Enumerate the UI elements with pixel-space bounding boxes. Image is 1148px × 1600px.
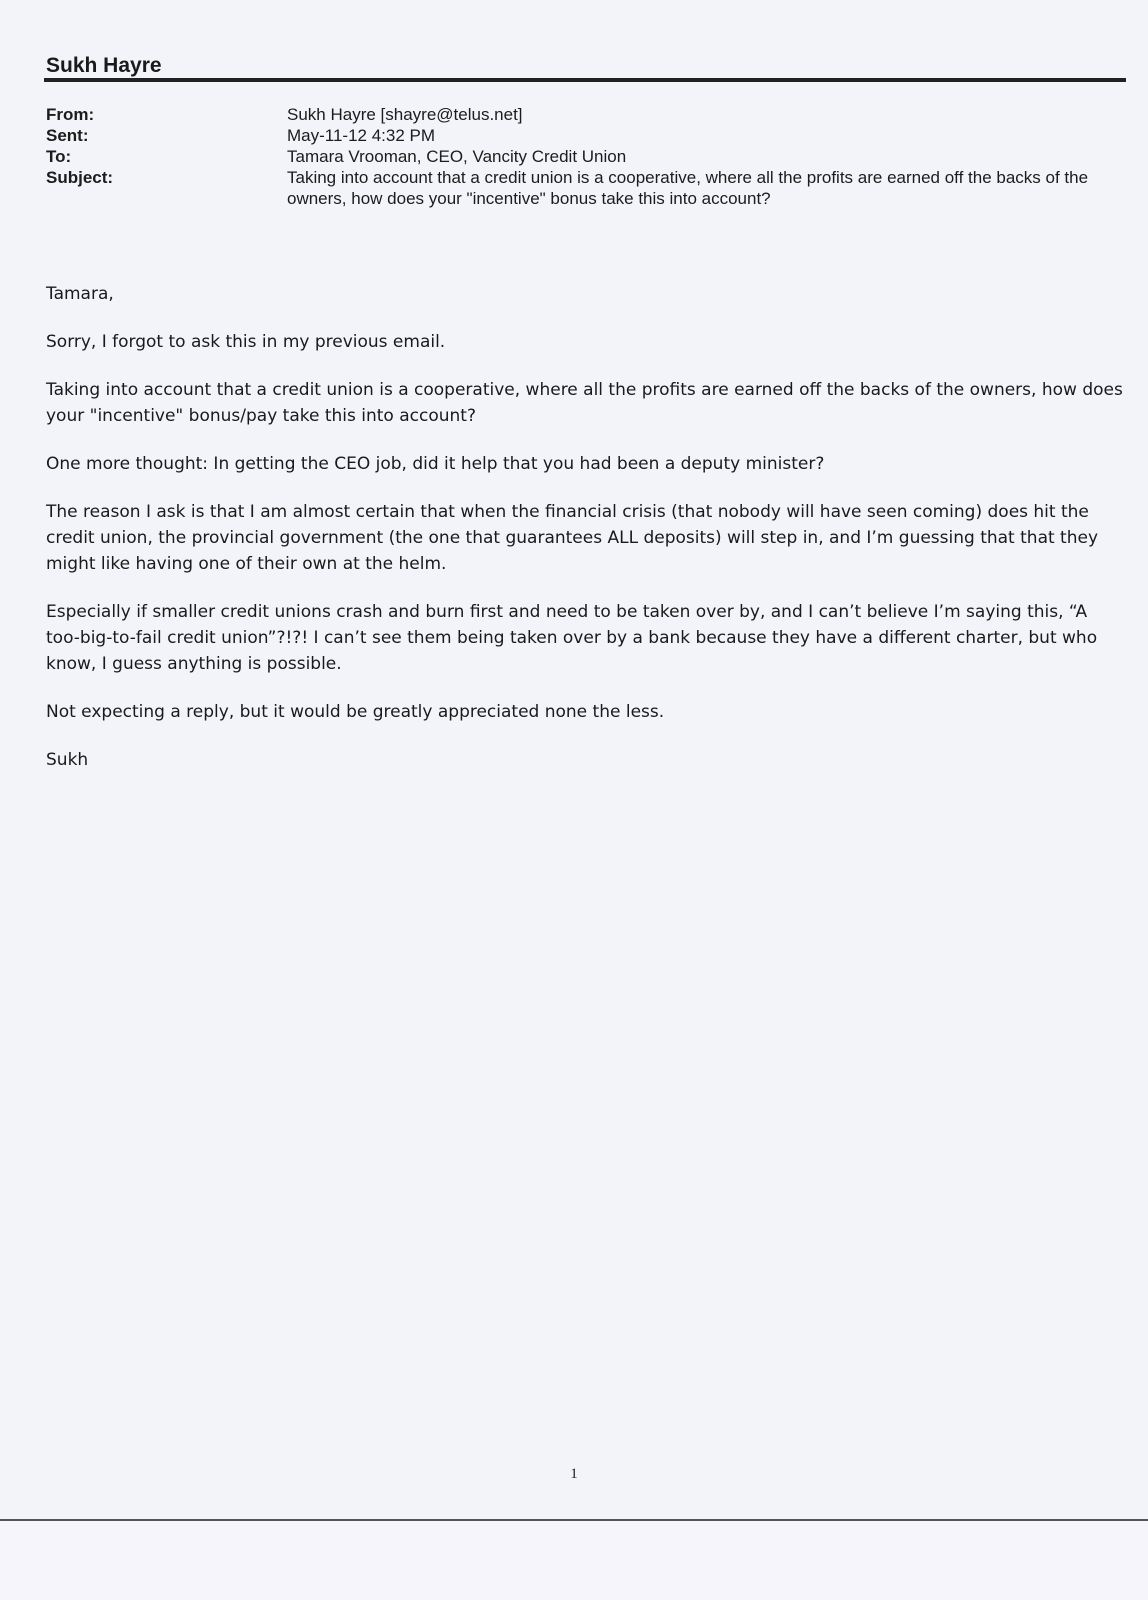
subject-value: Taking into account that a credit union is a cooperative, where all the profits are earned off the backs of the owners, how does your "incentive" bonus take this into account?: [287, 168, 1089, 208]
to-label: To:: [46, 147, 72, 166]
body-paragraph: Especially if smaller credit unions crash and burn first and need to be taken over by, and I can’t believe I’m saying this, “A too-big-to-fail credit union”?!?! I can’t see them being taken over by a bank because they have a different charter, but who know, I guess anything is possible.: [46, 602, 1098, 674]
email-body: [46, 281, 1126, 795]
body-paragraph: Not expecting a reply, but it would be greatly appreciated none the less.: [46, 702, 665, 722]
sent-label: Sent:: [46, 126, 89, 145]
signature: Sukh: [46, 750, 89, 770]
sent-value: May-11-12 4:32 PM: [287, 126, 436, 145]
body-paragraph: Taking into account that a credit union is a cooperative, where all the profits are earned off the backs of the owners, how does your "incentive" bonus/pay take this into account?: [46, 380, 1123, 426]
header-divider: [44, 78, 1126, 82]
to-value: Tamara Vrooman, CEO, Vancity Credit Union: [287, 147, 627, 166]
to-row: [46, 146, 1126, 167]
sent-row: [46, 125, 1126, 146]
email-header: [46, 104, 1126, 209]
from-label: From:: [46, 105, 95, 124]
greeting: Tamara,: [46, 284, 114, 304]
sender-heading: Sukh Hayre: [46, 54, 162, 77]
body-paragraph: One more thought: In getting the CEO job, did it help that you had been a deputy minister?: [46, 454, 825, 474]
from-value: Sukh Hayre [shayre@telus.net]: [287, 105, 523, 124]
subject-row: [46, 167, 1126, 209]
body-paragraph: Sorry, I forgot to ask this in my previous email.: [46, 332, 446, 352]
subject-label: Subject:: [46, 168, 114, 187]
page-number: 1: [570, 1466, 578, 1482]
scanner-background: [0, 1521, 1148, 1600]
from-row: [46, 104, 1126, 125]
body-paragraph: The reason I ask is that I am almost certain that when the financial crisis (that nobody will have seen coming) does hit the credit union, the provincial government (the one that guarantees ALL deposits) will step in, and I’m guessing that that they might like having one of their own at the helm.: [46, 502, 1099, 574]
